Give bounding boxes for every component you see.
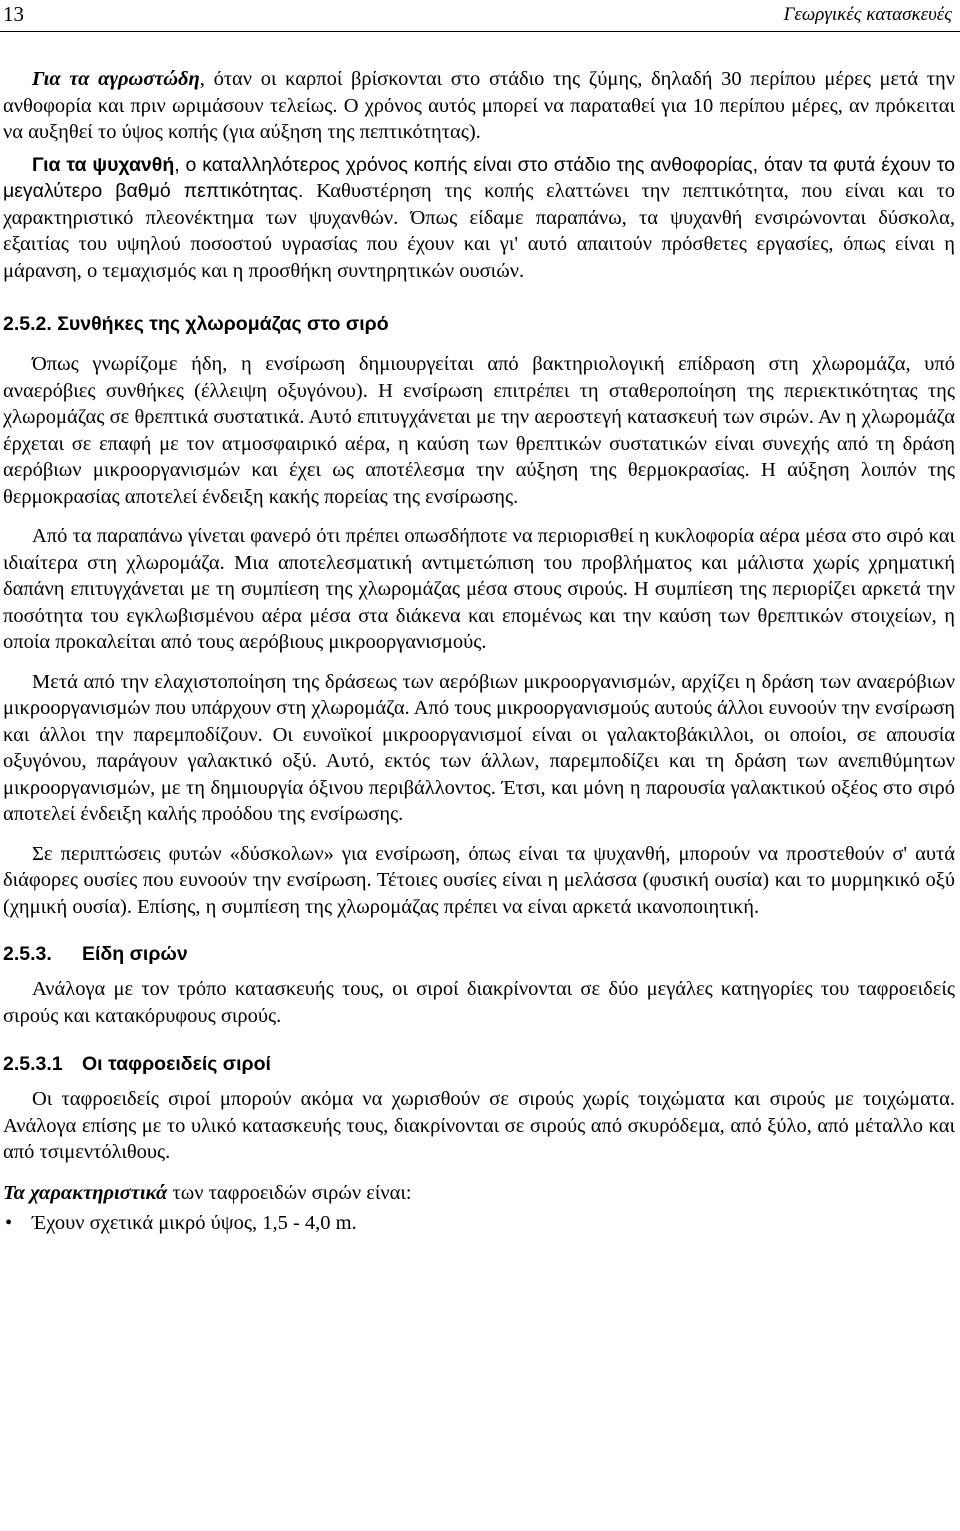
section-title: Είδη σιρών bbox=[82, 943, 188, 965]
page-number: 13 bbox=[3, 2, 24, 26]
paragraph-text: των ταφροειδών σιρών είναι: bbox=[167, 1181, 412, 1204]
paragraph-text: Καθυστέρηση της κοπής ελαττώνει την πεπτικότητα, που είναι και το χαρακτηριστικό πλεονέκτημα των ψυχανθών. Όπως είδαμε παραπάνω, τα ψυχανθή ενσιρώνονται δύσκολα, εξαιτίας του υψηλού ποσοστού υγρασίας που έχουν και γι' αυτό απαιτούν πρόσθετες εργασίες, όπως είναι η μάρανση, ο τεμαχισμός και η προσθήκη συντηρητικών ουσιών. bbox=[3, 180, 955, 282]
section-title: Συνθήκες της χλωρομάζας στο σιρό bbox=[57, 313, 389, 335]
section-number: 2.5.3.1 bbox=[3, 1053, 63, 1075]
paragraph-text: , όταν οι καρποί βρίσκονται στο στάδιο της ζύμης, δηλαδή 30 περίπου μέρες μετά την ανθοφορία και πριν ωριμάσουν τελείως. Ο χρόνος αυτός μπορεί να παραταθεί για 10 περίπου μέρες, αν πρόκειται να αυξηθεί το ύψος κοπής (για αύξηση της πεπτικότητας). bbox=[3, 68, 955, 143]
section-number: 2.5.3. bbox=[3, 943, 52, 965]
bullet-icon: • bbox=[5, 1212, 13, 1234]
paragraph-microorganisms: Μετά από την ελαχιστοποίηση της δράσεως των αερόβιων μικροοργανισμών, αρχίζει η δράση των αναερόβιων μικροοργανισμών που υπάρχουν στη χλωρομάζα. Από τους μικροοργανισμούς αυτούς άλλοι ευνοούν την ενσίρωση και άλλοι την παρεμποδίζουν. Οι ευνοϊκοί μικροοργανισμοί είναι οι γαλακτοβάκιλλοι, οι οποίοι, σε απουσία οξυγόνου, παράγουν γαλακτικό οξύ. Αυτό, εκτός των άλλων, παρεμποδίζει και τη δράση των ανεπιθύμητων μικροοργανισμών, με τη δημιουργία όξινου περιβάλλοντος. Έτσι, και μόνη η παρουσία γαλακτικού οξέος στο σιρό αποτελεί ένδειξη καλής προόδου της ενσίρωσης. bbox=[3, 670, 955, 825]
section-heading-2-5-3-1 bbox=[3, 1051, 955, 1077]
paragraph-grasses bbox=[3, 66, 955, 146]
list-item-text: Έχουν σχετικά μικρό ύψος, 1,5 - 4,0 m. bbox=[32, 1212, 357, 1234]
paragraph-characteristics bbox=[3, 1180, 955, 1207]
paragraph-difficult-plants: Σε περιπτώσεις φυτών «δύσκολων» για ενσίρωση, όπως είναι τα ψυχανθή, μπορούν να προστεθούν σ' αυτά διάφορες ουσίες που ευνοούν την ενσίρωση. Τέτοιες ουσίες είναι η μελάσσα (φυσική ουσία) και το μυρμηκικό οξύ (χημική ουσία). Επίσης, η συμπίεση της χλωρομάζας πρέπει να είναι αρκετά ικανοποιητική. bbox=[3, 842, 955, 918]
section-title: Οι ταφροειδείς σιροί bbox=[82, 1053, 271, 1075]
paragraph-air-circulation: Από τα παραπάνω γίνεται φανερό ότι πρέπει οπωσδήποτε να περιορισθεί η κυκλοφορία αέρα μέσα στο σιρό και ιδιαίτερα στη χλωρομάζα. Μια αποτελεσματική αντιμετώπιση του προβλήματος και μάλιστα χωρίς χρηματική δαπάνη επιτυγχάνεται με τη συμπίεση της χλωρομάζας μέσα στους σιρούς. Η συμπίεση της περιορίζει αρκετά την ποσότητα του εγκλωβισμένου αέρα μέσα στα διάκενα και επομένως και την καύση των θρεπτικών στοιχείων, η οποία προκαλείται από τους αερόβιους μικροοργανισμούς. bbox=[3, 525, 955, 653]
section-heading-2-5-3 bbox=[3, 941, 955, 967]
paragraph-lead-bold: Για τα αγρωστώδη bbox=[32, 68, 200, 90]
running-title: Γεωργικές κατασκευές bbox=[783, 4, 952, 25]
paragraph-lead-bold: Για τα ψυχανθή bbox=[32, 153, 175, 176]
paragraph-text-sans: , ο καταλληλότερος χρόνος κοπής είναι στο στάδιο της ανθοφορίας, όταν τα φυτά έχουν το μεγαλύτερο βαθμό πεπτικότητας. bbox=[3, 153, 955, 202]
list-item bbox=[3, 1210, 955, 1237]
header-divider bbox=[0, 31, 960, 32]
paragraph-legumes bbox=[3, 152, 955, 285]
paragraph-conditions: Όπως γνωρίζομε ήδη, η ενσίρωση δημιουργείται από βακτηριολογική επίδραση στη χλωρομάζα, υπό αναερόβιες συνθήκες (έλλειψη οξυγόνου). Η ενσίρωση επιτρέπει τη σταθεροποίηση της περιεκτικότητας της χλωρομάζας σε θρεπτικά συστατικά. Αυτό επιτυγχάνεται με την αεροστεγή κατασκευή των σιρών. Αν η χλωρομάζα έρχεται σε επαφή με τον ατμοσφαιρικό αέρα, η καύση των θρεπτικών συστατικών είναι συνεχής από τη δράση αερόβιων μικροοργανισμών και έχει ως αποτέλεσμα την αύξηση της θερμοκρασίας. Η αύξηση λοιπόν της θερμοκρασίας αποτελεί ένδειξη κακής πορείας της ενσίρωσης. bbox=[3, 353, 955, 508]
paragraph-silo-types: Ανάλογα με τον τρόπο κατασκευής τους, οι σιροί διακρίνονται σε δύο μεγάλες κατηγορίες του ταφροειδείς σιρούς και κατακόρυφους σιρούς. bbox=[3, 978, 955, 1027]
characteristics-list bbox=[3, 1210, 955, 1237]
paragraph-lead-bold: Τα χαρακτηριστικά bbox=[3, 1181, 168, 1204]
page-content bbox=[3, 66, 955, 1237]
page-header bbox=[0, 0, 960, 30]
section-number: 2.5.2. bbox=[3, 313, 52, 335]
paragraph-trench-silos: Οι ταφροειδείς σιροί μπορούν ακόμα να χωρισθούν σε σιρούς χωρίς τοιχώματα και σιρούς με τοιχώματα. Ανάλογα επίσης με το υλικό κατασκευής τους, διακρίνονται σε σιρούς από σκυρόδεμα, από ξύλο, από μέταλλο και από τσιμεντόλιθους. bbox=[3, 1088, 955, 1163]
section-heading-2-5-2 bbox=[3, 311, 955, 337]
